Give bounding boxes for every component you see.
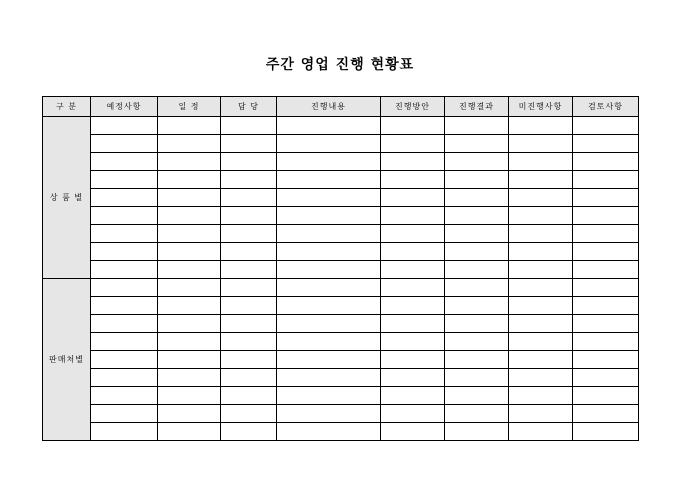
table-cell[interactable]: [381, 387, 445, 405]
table-cell[interactable]: [277, 423, 381, 441]
table-cell[interactable]: [158, 189, 221, 207]
table-cell[interactable]: [91, 243, 158, 261]
table-row: [43, 279, 639, 297]
table-cell[interactable]: [573, 243, 639, 261]
table-cell[interactable]: [158, 225, 221, 243]
table-cell[interactable]: [158, 135, 221, 153]
group-label: 판매처별: [43, 279, 91, 441]
table-cell[interactable]: [277, 153, 381, 171]
table-cell[interactable]: [381, 117, 445, 135]
table-cell[interactable]: [277, 315, 381, 333]
table-cell[interactable]: [573, 225, 639, 243]
table-row: [43, 189, 639, 207]
table-cell[interactable]: [445, 387, 509, 405]
table-cell[interactable]: [91, 153, 158, 171]
table-row: [43, 261, 639, 279]
table-cell[interactable]: [445, 189, 509, 207]
table-cell[interactable]: [221, 135, 277, 153]
table-cell[interactable]: [158, 279, 221, 297]
table-cell[interactable]: [573, 117, 639, 135]
table-cell[interactable]: [158, 297, 221, 315]
table-cell[interactable]: [221, 153, 277, 171]
table-cell[interactable]: [445, 369, 509, 387]
table-cell[interactable]: [573, 171, 639, 189]
table-cell[interactable]: [158, 207, 221, 225]
table-cell[interactable]: [91, 351, 158, 369]
table-cell[interactable]: [158, 405, 221, 423]
table-cell[interactable]: [381, 153, 445, 171]
table-cell[interactable]: [573, 369, 639, 387]
table-cell[interactable]: [573, 135, 639, 153]
table-cell[interactable]: [158, 243, 221, 261]
table-cell[interactable]: [445, 297, 509, 315]
table-cell[interactable]: [277, 387, 381, 405]
table-cell[interactable]: [509, 171, 573, 189]
table-cell[interactable]: [277, 351, 381, 369]
table-row: [43, 243, 639, 261]
table-cell[interactable]: [573, 189, 639, 207]
table-cell[interactable]: [381, 423, 445, 441]
table-cell[interactable]: [445, 207, 509, 225]
table-cell[interactable]: [221, 171, 277, 189]
table-cell[interactable]: [573, 315, 639, 333]
table-cell[interactable]: [221, 405, 277, 423]
table-cell[interactable]: [91, 387, 158, 405]
table-cell[interactable]: [158, 117, 221, 135]
table-cell[interactable]: [221, 207, 277, 225]
table-row: [43, 225, 639, 243]
table-cell[interactable]: [221, 315, 277, 333]
table-cell[interactable]: [445, 423, 509, 441]
table-cell[interactable]: [91, 117, 158, 135]
table-row: [43, 297, 639, 315]
table-cell[interactable]: [573, 261, 639, 279]
table-row: [43, 315, 639, 333]
table-cell[interactable]: [91, 333, 158, 351]
table-cell[interactable]: [381, 225, 445, 243]
table-cell[interactable]: [91, 171, 158, 189]
table-cell[interactable]: [445, 135, 509, 153]
table-cell[interactable]: [277, 297, 381, 315]
header-review-items: 검토사항: [573, 97, 639, 117]
table-cell[interactable]: [277, 207, 381, 225]
table-cell[interactable]: [573, 297, 639, 315]
table-cell[interactable]: [509, 423, 573, 441]
table-row: [43, 387, 639, 405]
table-cell[interactable]: [221, 369, 277, 387]
table-cell[interactable]: [91, 423, 158, 441]
header-progress-plan: 진행방안: [381, 97, 445, 117]
table-cell[interactable]: [91, 261, 158, 279]
table-cell[interactable]: [158, 261, 221, 279]
table-cell[interactable]: [221, 261, 277, 279]
table-cell[interactable]: [221, 243, 277, 261]
table-row: [43, 135, 639, 153]
table-cell[interactable]: [381, 261, 445, 279]
table-cell[interactable]: [573, 423, 639, 441]
table-cell[interactable]: [381, 369, 445, 387]
table-cell[interactable]: [277, 405, 381, 423]
table-cell[interactable]: [509, 117, 573, 135]
table-cell[interactable]: [91, 297, 158, 315]
table-cell[interactable]: [91, 207, 158, 225]
table-cell[interactable]: [381, 243, 445, 261]
table-cell[interactable]: [221, 279, 277, 297]
table-cell[interactable]: [509, 153, 573, 171]
table-cell[interactable]: [509, 315, 573, 333]
header-pending-items: 미진행사항: [509, 97, 573, 117]
table-cell[interactable]: [509, 369, 573, 387]
table-cell[interactable]: [509, 279, 573, 297]
table-cell[interactable]: [158, 387, 221, 405]
table-cell[interactable]: [573, 153, 639, 171]
table-cell[interactable]: [158, 423, 221, 441]
table-row: [43, 351, 639, 369]
table-cell[interactable]: [509, 225, 573, 243]
table-cell[interactable]: [509, 405, 573, 423]
table-cell[interactable]: [381, 189, 445, 207]
table-row: [43, 171, 639, 189]
table-cell[interactable]: [91, 315, 158, 333]
table-cell[interactable]: [221, 423, 277, 441]
table-cell[interactable]: [221, 225, 277, 243]
table-cell[interactable]: [381, 333, 445, 351]
table-cell[interactable]: [221, 189, 277, 207]
table-cell[interactable]: [445, 279, 509, 297]
header-progress-details: 진행내용: [277, 97, 381, 117]
table-cell[interactable]: [573, 333, 639, 351]
table-cell[interactable]: [509, 387, 573, 405]
table-cell[interactable]: [158, 333, 221, 351]
table-cell[interactable]: [573, 387, 639, 405]
table-cell[interactable]: [277, 225, 381, 243]
table-row: [43, 153, 639, 171]
header-progress-result: 진행결과: [445, 97, 509, 117]
table-cell[interactable]: [445, 261, 509, 279]
table-cell[interactable]: [509, 261, 573, 279]
table-cell[interactable]: [509, 135, 573, 153]
table-cell[interactable]: [573, 207, 639, 225]
table-cell[interactable]: [381, 297, 445, 315]
table-cell[interactable]: [158, 369, 221, 387]
table-cell[interactable]: [277, 117, 381, 135]
table-cell[interactable]: [445, 315, 509, 333]
table-cell[interactable]: [158, 153, 221, 171]
table-row: [43, 207, 639, 225]
table-cell[interactable]: [221, 117, 277, 135]
table-cell[interactable]: [381, 315, 445, 333]
table-cell[interactable]: [445, 333, 509, 351]
table-cell[interactable]: [277, 369, 381, 387]
table-cell[interactable]: [91, 405, 158, 423]
table-cell[interactable]: [573, 351, 639, 369]
table-cell[interactable]: [91, 369, 158, 387]
header-person-in-charge: 담 당: [221, 97, 277, 117]
table-cell[interactable]: [573, 279, 639, 297]
table-cell[interactable]: [445, 405, 509, 423]
table-cell[interactable]: [381, 279, 445, 297]
table-cell[interactable]: [158, 315, 221, 333]
table-cell[interactable]: [509, 297, 573, 315]
table-cell[interactable]: [445, 171, 509, 189]
table-cell[interactable]: [158, 351, 221, 369]
table-row: [43, 117, 639, 135]
table-cell[interactable]: [445, 117, 509, 135]
table-cell[interactable]: [158, 171, 221, 189]
table-cell[interactable]: [277, 261, 381, 279]
table-row: [43, 333, 639, 351]
header-row: [43, 97, 639, 117]
table-cell[interactable]: [509, 243, 573, 261]
table-cell[interactable]: [445, 153, 509, 171]
page-title: 주간 영업 진행 현황표: [265, 57, 415, 73]
table-cell[interactable]: [91, 189, 158, 207]
table-cell[interactable]: [91, 225, 158, 243]
table-cell[interactable]: [573, 405, 639, 423]
table-row: [43, 369, 639, 387]
header-category: 구 분: [43, 97, 91, 117]
table-row: [43, 405, 639, 423]
table-cell[interactable]: [445, 351, 509, 369]
group-label: 상 품 별: [43, 117, 91, 279]
table-cell[interactable]: [509, 189, 573, 207]
table-cell[interactable]: [221, 351, 277, 369]
header-schedule: 일 정: [158, 97, 221, 117]
table-cell[interactable]: [381, 171, 445, 189]
table-cell[interactable]: [277, 189, 381, 207]
table-cell[interactable]: [381, 351, 445, 369]
table-cell[interactable]: [91, 135, 158, 153]
table-cell[interactable]: [277, 333, 381, 351]
table-cell[interactable]: [509, 207, 573, 225]
table-cell[interactable]: [509, 351, 573, 369]
table-cell[interactable]: [381, 207, 445, 225]
table-cell[interactable]: [277, 279, 381, 297]
table-cell[interactable]: [381, 405, 445, 423]
table-cell[interactable]: [221, 297, 277, 315]
table-cell[interactable]: [509, 333, 573, 351]
table-cell[interactable]: [445, 225, 509, 243]
table-cell[interactable]: [445, 243, 509, 261]
table-cell[interactable]: [91, 279, 158, 297]
table-cell[interactable]: [221, 387, 277, 405]
table-cell[interactable]: [277, 135, 381, 153]
table-cell[interactable]: [221, 333, 277, 351]
table-cell[interactable]: [381, 135, 445, 153]
table-cell[interactable]: [277, 243, 381, 261]
weekly-sales-table: [42, 96, 639, 441]
table-cell[interactable]: [277, 171, 381, 189]
header-planned-items: 예정사항: [91, 97, 158, 117]
table-row: [43, 423, 639, 441]
